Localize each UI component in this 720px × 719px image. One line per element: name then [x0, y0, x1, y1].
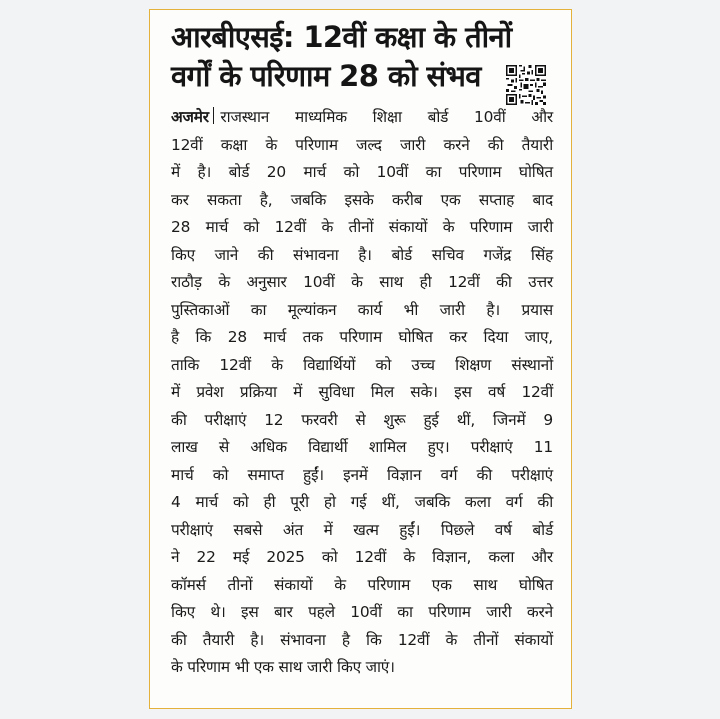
article-line: किए जाने की संभावना है। बोर्ड सचिव गजेंद्र सिंह — [171, 245, 553, 264]
article-line: कॉमर्स तीनों संकायों के परिणाम एक साथ घोषित — [171, 575, 553, 594]
article-line: राठौड़ के अनुसार 10वीं के साथ ही 12वीं की उत्तर — [171, 273, 553, 291]
headline — [171, 18, 551, 96]
article-line: की परीक्षाएं 12 फरवरी से शुरू हुई थीं, जिनमें 9 — [171, 410, 553, 429]
article-line: ताकि 12वीं के विद्यार्थियों को उच्च शिक्षण संस्थानों — [171, 355, 553, 374]
article-line: कर सकता है, जबकि इसके करीब एक सप्ताह बाद — [171, 190, 553, 209]
article-line: ने 22 मई 2025 को 12वीं के विज्ञान, कला और — [171, 548, 553, 566]
article-line: 28 मार्च को 12वीं के तीनों संकायों के परिणाम जारी — [171, 218, 553, 236]
article-line: पुस्तिकाओं का मूल्यांकन कार्य भी जारी है। प्रयास — [171, 300, 553, 319]
article-line: 12वीं कक्षा के परिणाम जल्द जारी करने की तैयारी — [171, 135, 553, 154]
newspaper-clipping — [149, 9, 572, 709]
article-line — [171, 104, 553, 132]
dateline-divider — [213, 107, 215, 124]
article-line: परीक्षाएं सबसे अंत में खत्म हुईं। पिछले वर्ष बोर्ड — [171, 520, 553, 539]
article-body — [171, 104, 553, 682]
article-line: मार्च को समाप्त हुईं। इनमें विज्ञान वर्ग की परीक्षाएं — [171, 465, 553, 484]
article-line: लाख से अधिक विद्यार्थी शामिल हुए। परीक्षाएं 11 — [171, 438, 553, 456]
article-line: में है। बोर्ड 20 मार्च को 10वीं का परिणाम घोषित — [171, 163, 553, 181]
article-line-text: राजस्थान माध्यमिक शिक्षा बोर्ड 10वीं और — [220, 108, 553, 126]
dateline: अजमेर — [171, 108, 209, 126]
article-line: है कि 28 मार्च तक परिणाम घोषित कर दिया जाए, — [171, 328, 553, 346]
article-line: के परिणाम भी एक साथ जारी किए जाएं। — [171, 658, 395, 676]
qr-code-icon — [506, 65, 546, 105]
article-line: में प्रवेश प्रक्रिया में सुविधा मिल सके। इस वर्ष 12वीं — [171, 383, 553, 401]
article-line: की तैयारी है। संभावना है कि 12वीं के तीनों संकायों — [171, 630, 553, 649]
headline-line-2: वर्गों के परिणाम 28 को संभव — [171, 59, 481, 93]
article-line: किए थे। इस बार पहले 10वीं का परिणाम जारी करने — [171, 603, 553, 621]
headline-line-1: आरबीएसई: 12वीं कक्षा के तीनों — [171, 20, 512, 54]
article-line: 4 मार्च को ही पूरी हो गई थीं, जबकि कला वर्ग की — [171, 493, 553, 511]
